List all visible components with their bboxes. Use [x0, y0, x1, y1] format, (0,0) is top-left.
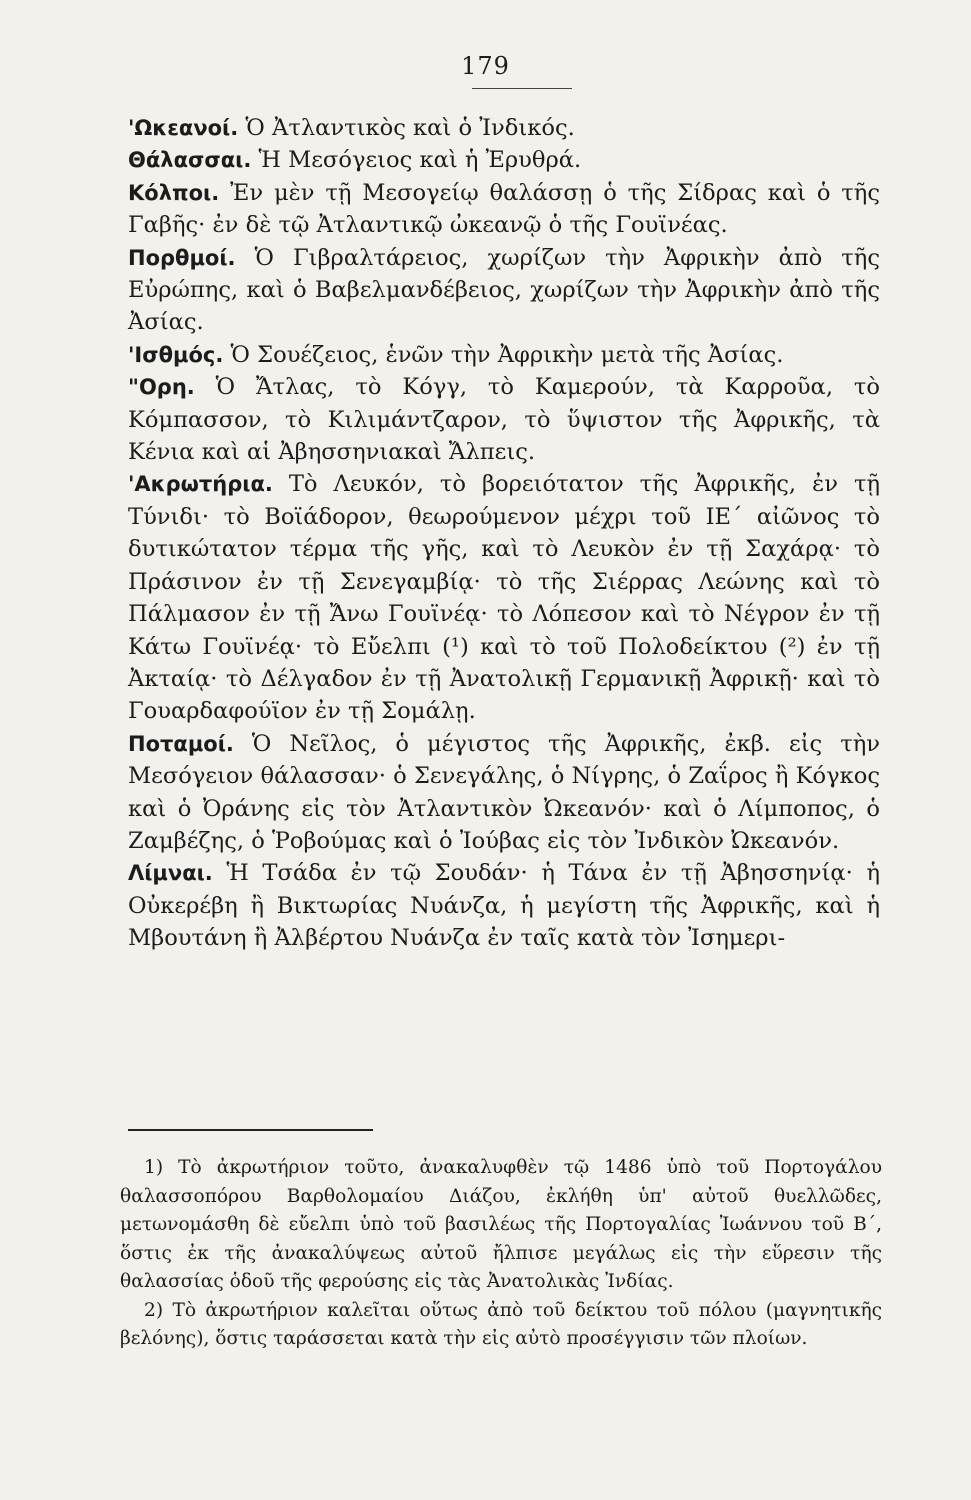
paragraph-isthmus — [128, 339, 880, 371]
footnotes — [120, 1154, 882, 1354]
term-capes: 'Ακρωτήρια. — [128, 472, 273, 497]
term-isthmus: 'Ισθμός. — [128, 342, 224, 367]
text-mountains: Ὁ Ἄτλας, τὸ Κόγγ, τὸ Καμερούν, τὰ Καρροῦα, τὸ Κόμπασσον, τὸ Κιλιμάντζαρον, τὸ ὕψιστον τῆς Ἀφρικῆς, τὰ Κένια καὶ αἱ Ἀβησσηνιακαὶ Ἄλπεις. — [128, 374, 880, 466]
paragraph-straits — [128, 242, 880, 339]
paragraph-rivers — [128, 728, 880, 858]
page-number: 179 — [461, 52, 510, 80]
footnote-2: 2) Τὸ ἀκρωτήριον καλεῖται οὕτως ἀπὸ τοῦ δείκτου τοῦ πόλου (μαγνητικῆς βελόνης), ὅστις ταράσσεται κατὰ τὴν εἰς αὐτὸ προσέγγισιν τῶν πλοίων. — [120, 1299, 882, 1349]
paragraph-oceans — [128, 112, 880, 144]
paragraph-capes — [128, 468, 880, 727]
term-straits: Πορθμοί. — [128, 245, 236, 270]
term-gulfs: Κόλποι. — [128, 180, 220, 205]
term-rivers: Ποταμοί. — [128, 731, 234, 756]
text-straits: Ὁ Γιβραλτάρειος, χωρίζων τὴν Ἀφρικὴν ἀπὸ τῆς Εὐρώπης, καὶ ὁ Βαβελμανδέβειος, χωρίζων τὴν Ἀφρικὴν ἀπὸ τῆς Ἀσίας. — [128, 244, 880, 336]
term-mountains: "Ορη. — [128, 375, 195, 400]
footnote-1: 1) Τὸ ἀκρωτήριον τοῦτο, ἀνακαλυφθὲν τῷ 1486 ὑπὸ τοῦ Πορτογάλου θαλασσοπόρου Βαρθολομαίου Διάζου, ἐκλήθη ὑπ' αὐτοῦ θυελλῶδες, μετωνομάσθη δὲ εὔελπι ὑπὸ τοῦ βασιλέως τῆς Πορτογαλίας Ἰωάννου τοῦ Β΄, ὅστις ἐκ τῆς ἀνακαλύψεως αὐτοῦ ἤλπισε μεγάλως εἰς τὴν εὕρεσιν τῆς θαλασσίας ὁδοῦ τῆς φερούσης εἰς τὰς Ἀνατολικὰς Ἰνδίας. — [120, 1157, 882, 1292]
text-oceans: Ὁ Ἀτλαντικὸς καὶ ὁ Ἰνδικός. — [238, 115, 575, 141]
page-number-ornament — [472, 88, 572, 89]
footnote-separator — [128, 1129, 373, 1131]
paragraph-seas — [128, 144, 880, 176]
text-isthmus: Ὁ Σουέζειος, ἑνῶν τὴν Ἀφρικὴν μετὰ τῆς Ἀσίας. — [223, 341, 784, 368]
text-seas: Ἡ Μεσόγειος καὶ ἡ Ἐρυθρά. — [251, 147, 582, 174]
text-rivers: Ὁ Νεῖλος, ὁ μέγιστος τῆς Ἀφρικῆς, ἐκβ. εἰς τὴν Μεσόγειον θάλασσαν· ὁ Σενεγάλης, ὁ Νίγρης, ὁ Ζαΐρος ἢ Κόγκος καὶ ὁ Ὀράνης εἰς τὸν Ἀτλαντικὸν Ὠκεανόν· καὶ ὁ Λίμποπος, ὁ Ζαμβέζης, ὁ Ῥοβούμας καὶ ὁ Ἰούβας εἰς τὸν Ἰνδικὸν Ὠκεανόν. — [128, 730, 880, 854]
text-capes: Τὸ Λευκόν, τὸ βορειότατον τῆς Ἀφρικῆς, ἐν τῇ Τύνιδι· τὸ Βοϊάδορον, θεωρούμενον μέχρι τοῦ ΙΕ΄ αἰῶνος τὸ δυτικώτατον τέρμα τῆς γῆς, καὶ τὸ Λευκὸν ἐν τῇ Σαχάρᾳ· τὸ Πράσινον ἐν τῇ Σενεγαμβίᾳ· τὸ τῆς Σιέρρας Λεώνης καὶ τὸ Πάλμασον ἐν τῇ Ἄνω Γουϊνέᾳ· τὸ Λόπεσον καὶ τὸ Νέγρον ἐν τῇ Κάτω Γουϊνέᾳ· τὸ Εὔελπι (¹) καὶ τὸ τοῦ Πολοδείκτου (²) ἐν τῇ Ἀκταίᾳ· τὸ Δέλγαδον ἐν τῇ Ἀνατολικῇ Γερμανικῇ Ἀφρικῇ· καὶ τὸ Γουαρδαφούϊον ἐν τῇ Σομάλῃ. — [128, 471, 880, 725]
text-lakes: Ἡ Τσάδα ἐν τῷ Σουδάν· ἡ Τάνα ἐν τῇ Ἀβησσηνίᾳ· ἡ Οὐκερέβη ἢ Βικτωρίας Νυάνζα, ἡ μεγίστη τῆς Ἀφρικῆς, καὶ ἡ Μβουτάνη ἢ Ἀλβέρτου Νυάνζα ἐν ταῖς κατὰ τὸν Ἰσημερι- — [128, 860, 880, 952]
paragraph-lakes — [128, 857, 880, 954]
main-text — [128, 112, 880, 955]
term-seas: Θάλασσαι. — [128, 148, 252, 173]
text-gulfs: Ἐν μὲν τῇ Μεσογείῳ θαλάσσῃ ὁ τῆς Σίδρας καὶ ὁ τῆς Γαβῆς· ἐν δὲ τῷ Ἀτλαντικῷ ὠκεανῷ ὁ τῆς Γουϊνέας. — [128, 179, 880, 239]
term-lakes: Λίμναι. — [128, 861, 213, 886]
paragraph-gulfs — [128, 177, 880, 242]
term-oceans: 'Ωκεανοί. — [128, 116, 239, 140]
paragraph-mountains — [128, 371, 880, 468]
